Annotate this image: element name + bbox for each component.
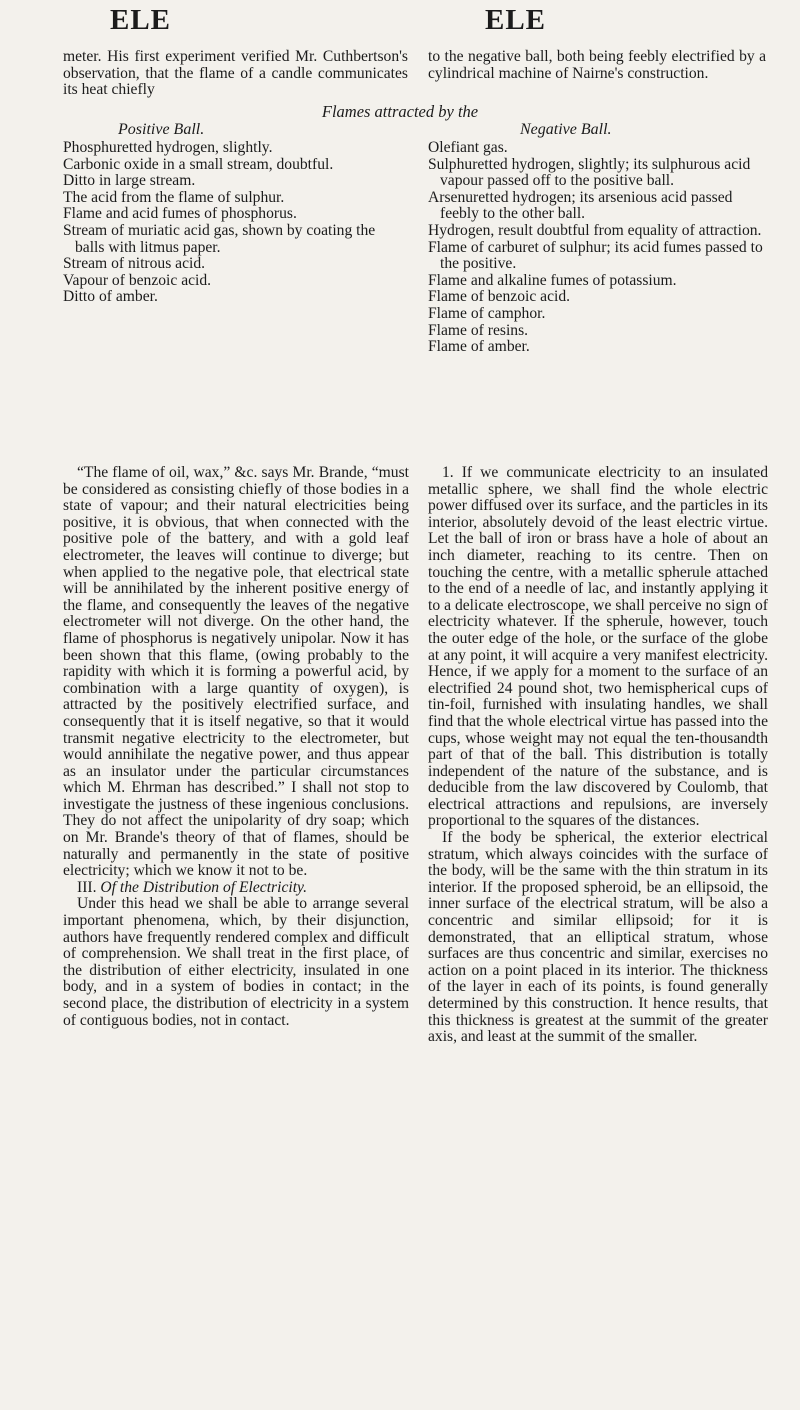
negative-ball-heading: Negative Ball.	[520, 121, 612, 138]
running-header	[0, 4, 800, 44]
positive-ball-heading: Positive Ball.	[118, 121, 205, 138]
header-right-term: ELE	[485, 4, 547, 36]
list-item: Flame and acid fumes of phosphorus.	[63, 205, 297, 223]
header-left-term: ELE	[110, 4, 172, 36]
list-item: Vapour of benzoic acid.	[63, 271, 212, 289]
list-item: Flame of benzoic acid.	[428, 288, 571, 306]
list-item: Ditto in large stream.	[63, 172, 196, 190]
body-paragraph: Under this head we shall be able to arrange several important phenomena, which, by their disjunction, authors have frequently rendered complex and difficult of comprehension. We shall treat in the first place, of the distribution of either electricity, insulated in one body, and in a system of bodies in contact; in the second place, the distribution of electricity in a system of contiguous bodies, not in contact.	[63, 895, 409, 1029]
section-number: III.	[77, 878, 97, 896]
list-item: Flame and alkaline fumes of potassium.	[428, 271, 677, 289]
section-title: Of the Distribution of Electricity.	[100, 878, 307, 896]
list-item: Ditto of amber.	[63, 288, 158, 306]
body-paragraph: 1. If we communicate electricity to an insulated metallic sphere, we shall find the whole electric power diffused over its surface, and the particles in its interior, absolutely devoid of the least electric virtue. Let the ball of iron or brass have a hole of about an inch diameter, reaching to its centre. Then on touching the centre, with a metallic spherule attached to the end of a needle of lac, and instantly applying it to a delicate electroscope, we shall perceive no sign of electricity whatever. If the spherule, however, touch the outer edge of the hole, or the surface of the globe at any point, it will acquire a very manifest electricity. Hence, if we apply for a moment to the surface of an electrified 24 pound shot, two hemispherical cups of tin-foil, furnished with insulating handles, we shall find that the whole electrical virtue has passed into the cups, whose weight may not equal the ten-thousandth part of that of the ball. This distribution is totally independent of the nature of the substance, and is deducible from the law discovered by Coulomb, that electrical attractions and repulsions, are inversely proportional to the squares of the distances.	[428, 464, 768, 830]
list-item: The acid from the flame of sulphur.	[63, 188, 285, 206]
list-item: Flame of resins.	[428, 321, 529, 339]
list-item: Phosphuretted hydrogen, slightly.	[63, 139, 273, 156]
list-item: Olefiant gas.	[428, 139, 508, 156]
list-item: Stream of muriatic acid gas, shown by coating the balls with litmus paper.	[63, 221, 376, 256]
top-left-paragraph	[63, 49, 408, 99]
positive-ball-list	[63, 140, 408, 306]
body-paragraph: “The flame of oil, wax,” &c. says Mr. Brande, “must be considered as consisting chiefly of those bodies in a state of vapour; and their natural electricities being positive, it is obvious, that when connected with the positive pole of the battery, and with a gold leaf electrometer, the leaves will continue to diverge; but when applied to the negative pole, that electrical state will be annihilated by the inherent positive energy of the flame, and consequently the leaves of the negative electrometer will not diverge. On the other hand, the flame of phosphorus is negatively unipolar. Now it has been shown that this flame, (owing probably to the rapidity with which it is forming a powerful acid, by combination with a large quantity of oxygen), is attracted by the positively electrified surface, and consequently that it is itself negative, so that it would transmit negative electricity to the electrometer, but would annihilate the negative power, and thus appear as an insulator under the particular circumstances which M. Ehrman has described.” I shall not stop to investigate the justness of these ingenious conclusions. They do not affect the unipolarity of dry soap; which on Mr. Brande's theory of that of flames, should be naturally and permanently in the state of positive electricity; which we know it not to be.	[63, 464, 409, 880]
list-item: Hydrogen, result doubtful from equality of attraction.	[428, 221, 762, 239]
body-paragraph: If the body be spherical, the exterior electrical stratum, which always coincides with the surface of the body, will be the same with the thin stratum in its interior. If the proposed spheroid, be an ellipsoid, the inner surface of the electrical stratum, will be also a concentric and similar ellipsoid; for it is demonstrated, that an elliptical stratum, whose surfaces are thus concentric and similar, exercises no action on a point placed in its interior. The thickness of the layer in each of its points, is found generally determined by this construction. It hence results, that this thickness is greatest at the summit of the greater axis, and least at the summit of the smaller.	[428, 829, 768, 1046]
list-item: Arsenuretted hydrogen; its arsenious acid passed feebly to the other ball.	[428, 188, 733, 223]
list-item: Sulphuretted hydrogen, slightly; its sulphurous acid vapour passed off to the positive ball.	[428, 155, 751, 190]
body-right-column	[428, 465, 768, 1046]
list-item: Flame of amber.	[428, 338, 530, 356]
top-right-paragraph	[428, 49, 766, 82]
list-item: Flame of camphor.	[428, 304, 546, 322]
list-item: Carbonic oxide in a small stream, doubtful.	[63, 155, 334, 173]
list-item: Flame of carburet of sulphur; its acid fumes passed to the positive.	[428, 238, 763, 273]
list-item: Stream of nitrous acid.	[63, 255, 206, 273]
top-right-text: to the negative ball, both being feebly electrified by a cylindrical machine of Nairne's construction.	[428, 48, 766, 82]
negative-ball-list	[428, 140, 768, 356]
top-left-text: meter. His first experiment verified Mr. Cuthbertson's observation, that the flame of a candle communicates its heat chiefly	[63, 48, 408, 99]
body-left-column	[63, 465, 409, 1029]
flames-table-title: Flames attracted by the	[321, 102, 479, 121]
section-heading	[63, 880, 409, 897]
